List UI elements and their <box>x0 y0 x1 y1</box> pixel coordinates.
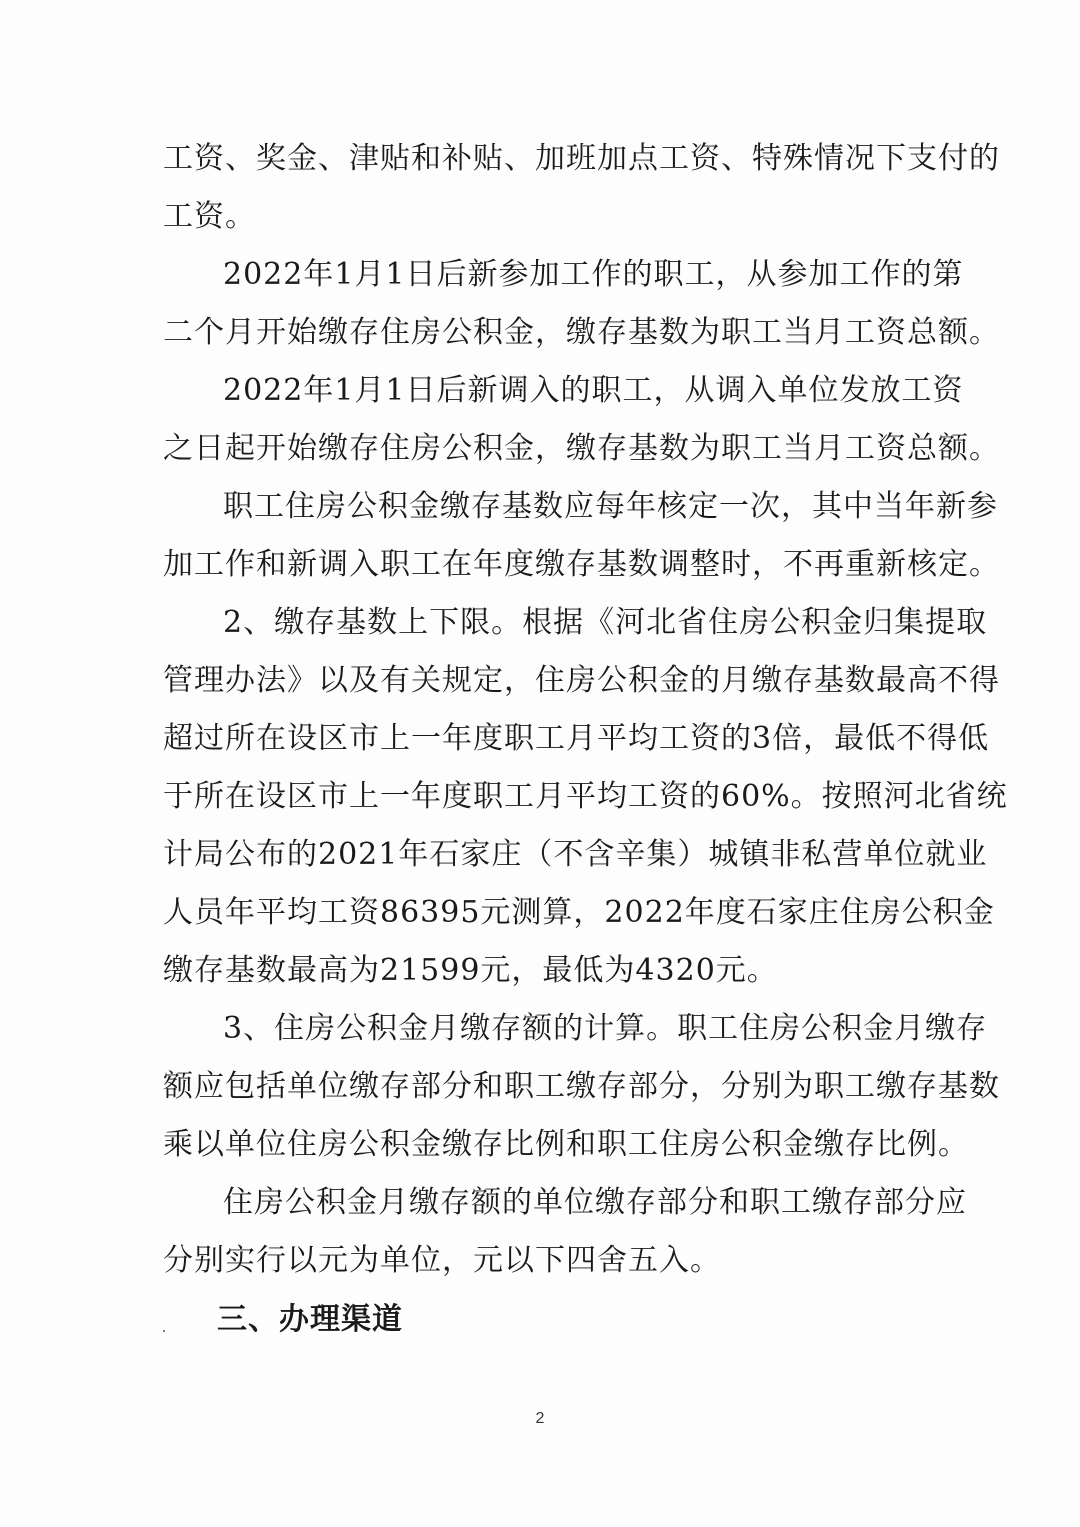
paragraph-line: 计局公布的2021年石家庄（不含辛集）城镇非私营单位就业 <box>163 837 988 872</box>
paragraph-line: 超过所在设区市上一年度职工月平均工资的3倍，最低不得低 <box>163 721 990 756</box>
paragraph-line: 2022年1月1日后新调入的职工，从调入单位发放工资 <box>223 373 964 408</box>
paragraph-line: 2022年1月1日后新参加工作的职工，从参加工作的第 <box>223 257 964 292</box>
document-body <box>163 130 1008 1290</box>
paragraph-line: 之日起开始缴存住房公积金，缴存基数为职工当月工资总额。 <box>163 431 1000 466</box>
paragraph-line: 分别实行以元为单位，元以下四舍五入。 <box>163 1243 721 1278</box>
scan-speck <box>163 1330 165 1332</box>
paragraph-line: 缴存基数最高为21599元，最低为4320元。 <box>163 953 778 988</box>
paragraph-line: 额应包括单位缴存部分和职工缴存部分，分别为职工缴存基数 <box>163 1069 1000 1104</box>
paragraph-line: 管理办法》以及有关规定，住房公积金的月缴存基数最高不得 <box>163 663 1000 698</box>
paragraph-line: 3、住房公积金月缴存额的计算。职工住房公积金月缴存 <box>223 1011 988 1046</box>
paragraph-line: 住房公积金月缴存额的单位缴存部分和职工缴存部分应 <box>223 1185 967 1220</box>
paragraph-line: 2、缴存基数上下限。根据《河北省住房公积金归集提取 <box>223 605 988 640</box>
page-number: 2 <box>535 1410 545 1427</box>
paragraph-line: 于所在设区市上一年度职工月平均工资的60%。按照河北省统 <box>163 779 1008 814</box>
paragraph-line: 人员年平均工资86395元测算，2022年度石家庄住房公积金 <box>163 895 995 930</box>
paragraph-line: 二个月开始缴存住房公积金，缴存基数为职工当月工资总额。 <box>163 315 1000 350</box>
section-heading: 三、办理渠道 <box>217 1302 403 1337</box>
paragraph-line: 职工住房公积金缴存基数应每年核定一次，其中当年新参 <box>223 489 998 524</box>
paragraph-line: 加工作和新调入职工在年度缴存基数调整时，不再重新核定。 <box>163 547 1000 582</box>
paragraph-line: 工资。 <box>163 199 256 234</box>
paragraph-line: 工资、奖金、津贴和补贴、加班加点工资、特殊情况下支付的 <box>163 141 1000 176</box>
paragraph-line: 乘以单位住房公积金缴存比例和职工住房公积金缴存比例。 <box>163 1127 969 1162</box>
